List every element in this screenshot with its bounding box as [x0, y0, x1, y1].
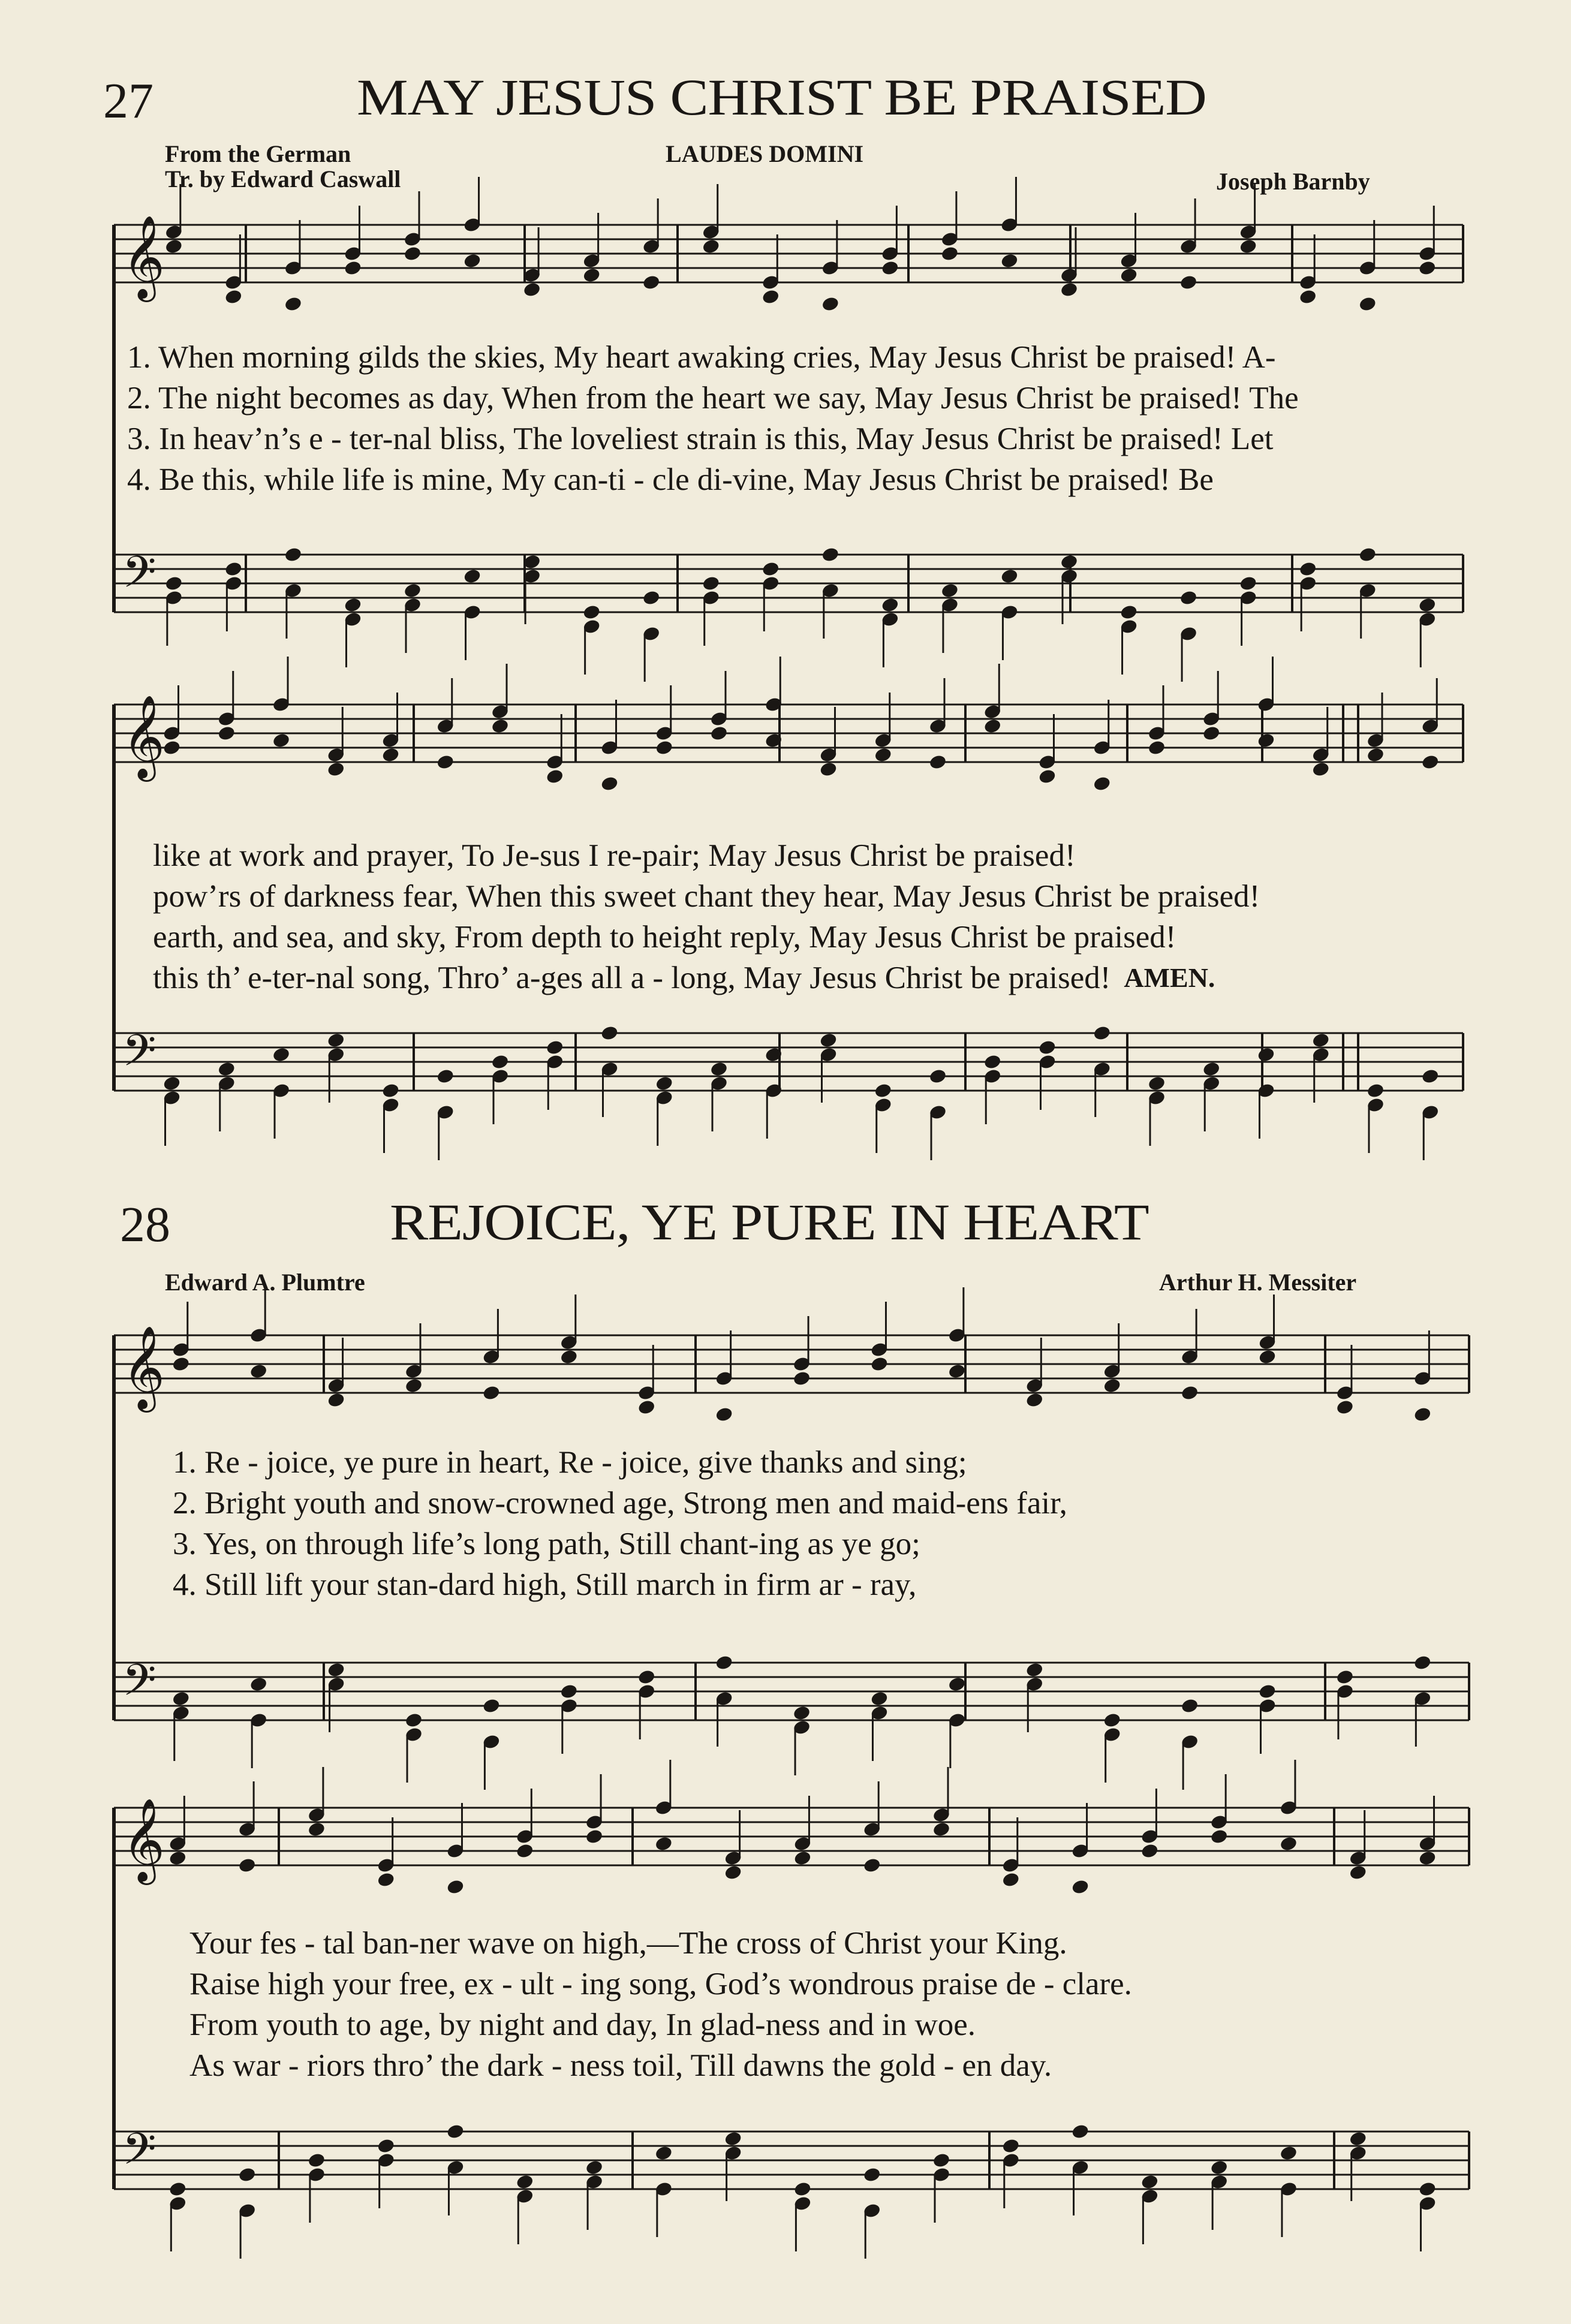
note-head	[1358, 546, 1377, 563]
note-head	[327, 1392, 345, 1408]
credit-line: From the German	[165, 140, 351, 167]
note-head	[600, 775, 619, 792]
verse-line: pow’rs of darkness fear, When this sweet chant they hear, May Jesus Christ be praised!	[153, 879, 1260, 914]
note-head	[490, 718, 509, 734]
note-head	[1258, 1683, 1277, 1700]
note-head	[224, 561, 243, 577]
treble-clef-icon: 𝄞	[122, 1326, 165, 1409]
note-head	[724, 1864, 742, 1881]
note-head	[1418, 1850, 1437, 1867]
verse-line: this th’ e-ter-nal song, Thro’ a-ges all a - long, May Jesus Christ be praised!	[153, 961, 1111, 995]
note-head	[559, 1348, 578, 1365]
note-head	[863, 2166, 881, 2183]
note-head	[600, 1025, 619, 1041]
note-head	[168, 1850, 187, 1867]
hymn-title: REJOICE, YE PURE IN HEART	[390, 1193, 1149, 1251]
note-head	[870, 1690, 889, 1707]
verse-line-last	[153, 958, 1260, 998]
note-head	[1060, 281, 1078, 298]
note-head	[377, 1871, 395, 1888]
credit-line: Tr. by Edward Caswall	[165, 165, 401, 192]
note-head	[377, 2138, 395, 2154]
treble-clef-icon: 𝄞	[122, 695, 165, 778]
note-head	[792, 1370, 811, 1387]
note-head	[1210, 2159, 1229, 2176]
note-head	[1179, 274, 1197, 291]
treble-clef-icon: 𝄞	[122, 215, 165, 299]
note-head	[224, 288, 243, 305]
verse-line: 1. Re - joice, ye pure in heart, Re - joice, give thanks and sing;	[173, 1445, 967, 1480]
note-head	[1060, 553, 1078, 570]
note-head	[863, 1857, 881, 1874]
note-head	[1335, 1669, 1354, 1685]
note-head	[381, 1082, 400, 1099]
lyrics-block	[153, 835, 1260, 998]
note-head	[482, 1384, 501, 1401]
note-head	[1147, 739, 1166, 756]
note-head	[1001, 1871, 1020, 1888]
verse-line: 4. Be this, while life is mine, My can-ti - cle di-vine, May Jesus Christ be praised! Be	[127, 462, 1214, 497]
note-head	[1001, 2138, 1020, 2154]
note-head	[168, 2181, 187, 2197]
hymn-number: 27	[103, 73, 154, 129]
note-head	[1258, 1348, 1277, 1365]
note-head	[516, 2174, 534, 2190]
note-head	[1119, 267, 1138, 284]
note-head	[1093, 775, 1111, 792]
note-head	[1093, 1025, 1111, 1041]
note-head	[436, 754, 455, 770]
note-head	[171, 1690, 190, 1707]
note-head	[463, 252, 481, 269]
note-head	[1000, 568, 1019, 585]
treble-clef-icon: 𝄞	[122, 1798, 165, 1882]
note-head	[1239, 575, 1257, 592]
note-head	[164, 575, 183, 592]
note-head	[724, 2130, 742, 2147]
verse-line: 4. Still lift your stan-dard high, Still march in firm ar - ray,	[173, 1567, 917, 1602]
note-head	[654, 1835, 673, 1852]
note-head	[932, 2152, 950, 2169]
note-head	[1421, 754, 1440, 770]
note-head	[436, 1068, 455, 1085]
lyrics-block	[189, 1923, 1132, 2086]
note-head	[327, 761, 345, 778]
note-head	[404, 1377, 423, 1394]
note-head	[307, 2152, 326, 2169]
note-head	[284, 546, 302, 563]
note-head	[446, 1879, 465, 1895]
note-head	[1358, 296, 1377, 312]
lyrics-block	[173, 1442, 1067, 1605]
note-head	[1071, 2123, 1090, 2140]
note-head	[327, 1661, 345, 1678]
note-head	[940, 245, 959, 262]
note-head	[522, 281, 541, 298]
composer: Joseph Barnby	[1216, 168, 1370, 195]
note-head	[585, 1828, 603, 1845]
note-head	[874, 1082, 892, 1099]
note-head	[1418, 2181, 1437, 2197]
note-head	[642, 589, 661, 606]
note-head	[327, 1032, 345, 1049]
lyrics-block	[127, 337, 1299, 500]
verse-line: earth, and sea, and sky, From depth to height reply, May Jesus Christ be praised!	[153, 920, 1176, 955]
note-head	[792, 1705, 811, 1721]
note-head	[1239, 238, 1257, 255]
note-head	[928, 1068, 947, 1085]
bass-clef-icon: 𝄢	[122, 1025, 157, 1086]
note-head	[762, 561, 780, 577]
note-head	[1349, 1864, 1367, 1881]
note-head	[1299, 288, 1317, 305]
note-head	[715, 1654, 733, 1671]
note-head	[821, 296, 839, 312]
note-head	[928, 754, 947, 770]
note-head	[403, 582, 422, 599]
note-head	[1103, 1377, 1121, 1394]
note-head	[1421, 1068, 1440, 1085]
note-head	[307, 1821, 326, 1838]
note-head	[709, 725, 728, 742]
note-head	[582, 267, 601, 284]
note-head	[162, 739, 181, 756]
verse-line: Raise high your free, ex - ult - ing song, God’s wondrous praise de - clare.	[189, 1967, 1132, 2001]
note-head	[642, 274, 661, 291]
verse-line: 2. The night becomes as day, When from the heart we say, May Jesus Christ be praised! The	[127, 381, 1299, 416]
verse-line: like at work and prayer, To Je-sus I re-pair; May Jesus Christ be praised!	[153, 838, 1076, 873]
note-head	[637, 1399, 656, 1416]
verse-line: 1. When morning gilds the skies, My heart awaking cries, May Jesus Christ be praised! A-	[127, 340, 1276, 375]
verse-line: 3. In heav’n’s e - ter-nal bliss, The loveliest strain is this, May Jesus Christ be praised! Let	[127, 422, 1274, 456]
note-head	[932, 1821, 950, 1838]
note-head	[983, 718, 1002, 734]
note-head	[819, 1032, 838, 1049]
note-head	[585, 2159, 603, 2176]
note-head	[217, 725, 236, 742]
amen-label: AMEN.	[1124, 962, 1215, 993]
note-head	[1418, 597, 1437, 613]
note-head	[793, 2181, 812, 2197]
note-head	[709, 1061, 728, 1077]
note-head	[1418, 260, 1437, 276]
note-head	[1140, 2174, 1159, 2190]
composer: Arthur H. Messiter	[1159, 1269, 1357, 1296]
note-head	[237, 1857, 256, 1874]
note-head	[1202, 725, 1221, 742]
note-head	[1180, 1384, 1199, 1401]
note-head	[446, 2123, 465, 2140]
verse-line: 2. Bright youth and snow-crowned age, Strong men and maid-ens fair,	[173, 1486, 1067, 1521]
note-head	[1000, 252, 1019, 269]
note-head	[1103, 1712, 1121, 1729]
note-head	[344, 597, 362, 613]
hymn-title: MAY JESUS CHRIST BE PRAISED	[357, 68, 1206, 126]
verse-line: As war - riors thro’ the dark - ness toil, Till dawns the gold - en day.	[189, 2048, 1052, 2083]
note-head	[874, 746, 892, 763]
note-head	[1038, 1039, 1057, 1056]
note-head	[1349, 2130, 1367, 2147]
note-head	[1366, 1082, 1385, 1099]
note-head	[1025, 1661, 1044, 1678]
note-head	[1413, 1654, 1432, 1671]
note-head	[715, 1406, 733, 1423]
note-head	[1119, 604, 1138, 621]
note-head	[793, 1850, 812, 1867]
hymn-number: 28	[120, 1197, 170, 1253]
verse-line: Your fes - tal ban-ner wave on high,—The cross of Christ your King.	[189, 1926, 1067, 1961]
note-head	[1202, 1061, 1221, 1077]
note-head	[164, 238, 183, 255]
note-head	[1279, 1835, 1298, 1852]
note-head	[1257, 732, 1275, 749]
text-credit	[165, 142, 401, 192]
bass-clef-icon: 𝄢	[122, 2123, 157, 2185]
note-head	[1071, 1879, 1090, 1895]
bass-clef-icon: 𝄢	[122, 546, 157, 608]
note-head	[1311, 1032, 1330, 1049]
note-head	[881, 260, 899, 276]
note-head	[1179, 589, 1197, 606]
note-head	[217, 1061, 236, 1077]
note-head	[702, 238, 720, 255]
note-head	[1140, 1843, 1159, 1859]
note-head	[947, 1363, 966, 1380]
note-head	[249, 1676, 268, 1693]
note-head	[272, 1046, 290, 1063]
note-head	[702, 575, 720, 592]
note-head	[655, 739, 673, 756]
note-head	[404, 1712, 423, 1729]
note-head	[559, 1683, 578, 1700]
note-head	[1038, 768, 1057, 785]
note-head	[546, 1039, 564, 1056]
note-head	[1366, 746, 1385, 763]
note-head	[655, 1075, 673, 1092]
verse-line: From youth to age, by night and day, In glad-ness and in woe.	[189, 2007, 976, 2042]
note-head	[1335, 1399, 1354, 1416]
note-head	[1413, 1406, 1432, 1423]
note-head	[870, 1356, 889, 1372]
note-head	[482, 1697, 501, 1714]
note-head	[162, 1075, 181, 1092]
note-head	[1210, 1828, 1229, 1845]
note-head	[284, 296, 302, 312]
note-head	[403, 245, 422, 262]
note-head	[1180, 1697, 1199, 1714]
note-head	[1279, 2145, 1298, 2162]
note-head	[1311, 761, 1330, 778]
note-head	[1257, 1046, 1275, 1063]
note-head	[983, 1053, 1002, 1070]
note-head	[637, 1669, 656, 1685]
note-head	[947, 1676, 966, 1693]
tune-name: LAUDES DOMINI	[666, 140, 864, 167]
note-head	[237, 2166, 256, 2183]
note-head	[249, 1363, 268, 1380]
note-head	[881, 597, 899, 613]
note-head	[654, 2145, 673, 2162]
note-head	[272, 732, 290, 749]
note-head	[762, 288, 780, 305]
note-head	[381, 746, 400, 763]
note-head	[1147, 1075, 1166, 1092]
note-head	[940, 582, 959, 599]
note-head	[1025, 1392, 1044, 1408]
text-credit: Edward A. Plumtre	[165, 1269, 365, 1296]
note-head	[582, 604, 601, 621]
note-head	[463, 568, 481, 585]
verse-line: 3. Yes, on through life’s long path, Still chant-ing as ye go;	[173, 1527, 920, 1561]
note-head	[1299, 561, 1317, 577]
note-head	[821, 546, 839, 563]
bass-clef-icon: 𝄢	[122, 1654, 157, 1716]
note-head	[490, 1053, 509, 1070]
note-head	[546, 768, 564, 785]
note-head	[171, 1356, 190, 1372]
note-head	[516, 1843, 534, 1859]
note-head	[819, 761, 838, 778]
note-head	[344, 260, 362, 276]
